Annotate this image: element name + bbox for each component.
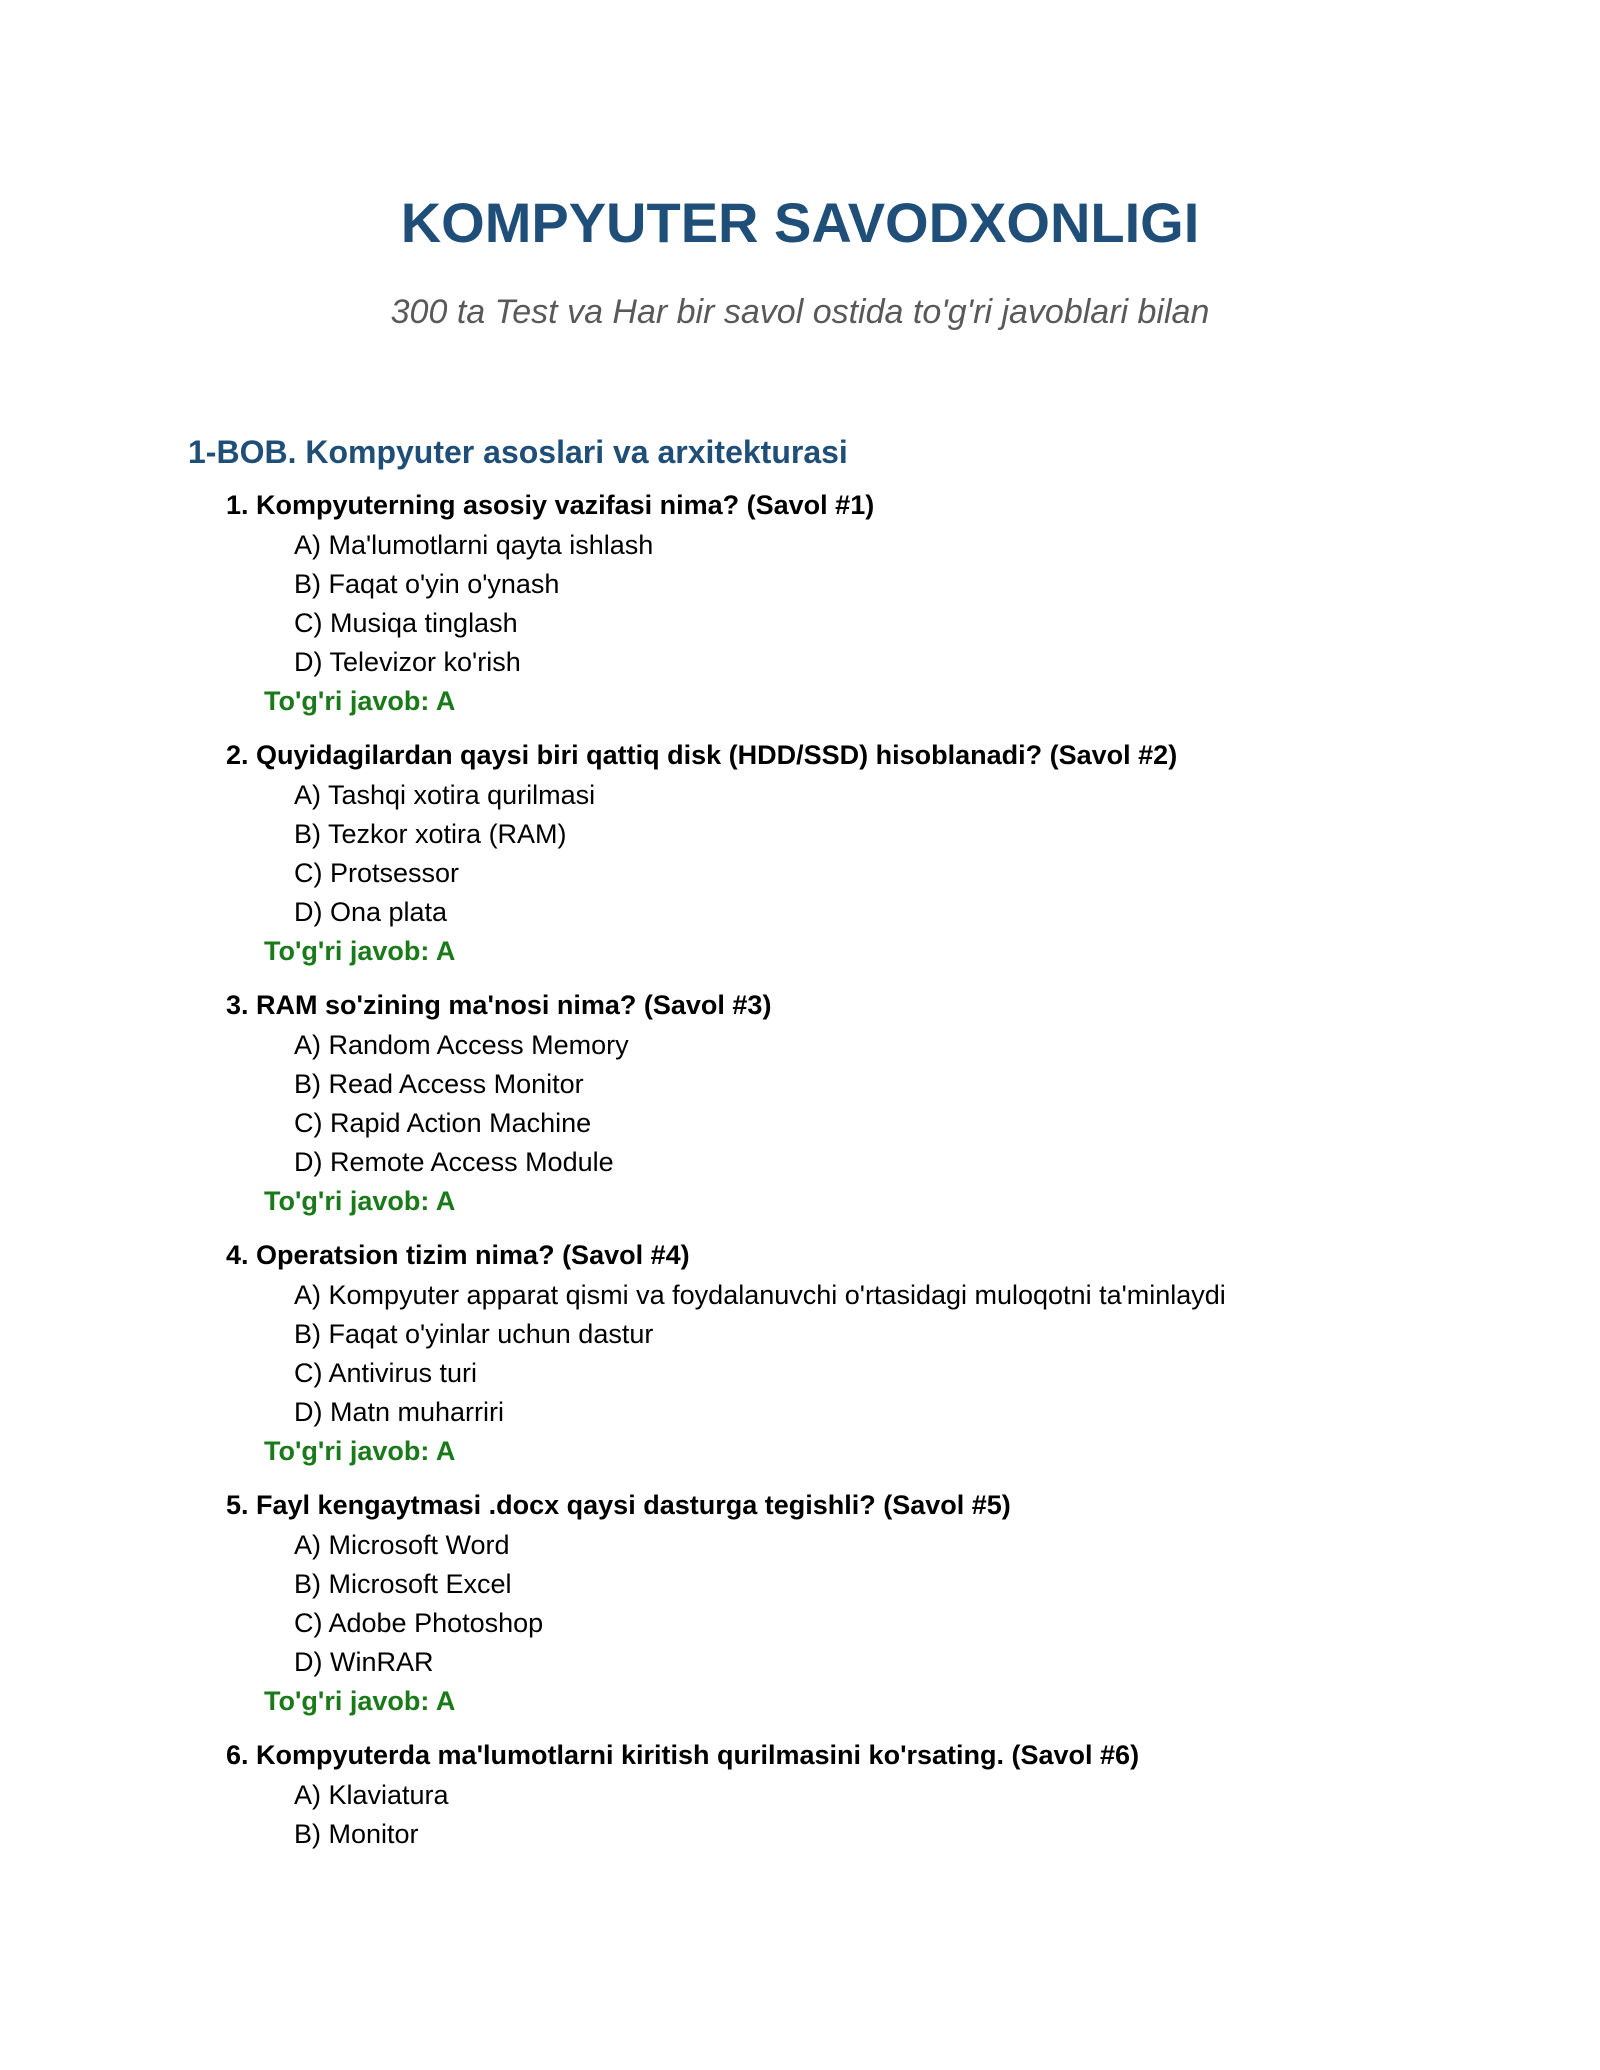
option-a: A) Klaviatura [294,1780,449,1810]
option-d: D) Televizor ko'rish [294,647,521,677]
correct-answer: To'g'ri javob: A [264,1186,456,1216]
option-d: D) Remote Access Module [294,1147,614,1177]
chapter-heading: 1-BOB. Kompyuter asoslari va arxitekturasi [188,434,848,470]
question-text: 1. Kompyuterning asosiy vazifasi nima? (Savol #1) [226,490,875,520]
option-c: C) Adobe Photoshop [294,1608,544,1638]
option-d: D) Matn muharriri [294,1397,505,1427]
option-c: C) Antivirus turi [294,1358,478,1388]
option-a: A) Microsoft Word [294,1530,510,1560]
option-a: A) Kompyuter apparat qismi va foydalanuvchi o'rtasidagi muloqotni ta'minlaydi [294,1280,1226,1310]
question-text: 4. Operatsion tizim nima? (Savol #4) [226,1240,690,1270]
question-text: 2. Quyidagilardan qaysi biri qattiq disk (HDD/SSD) hisoblanadi? (Savol #2) [226,740,1178,770]
option-a: A) Tashqi xotira qurilmasi [294,780,596,810]
option-b: B) Faqat o'yinlar uchun dastur [294,1319,654,1349]
question-5 [188,1484,1488,1721]
option-c: C) Rapid Action Machine [294,1108,592,1138]
question-4 [188,1234,1488,1471]
option-b: B) Monitor [294,1819,419,1849]
document-title: KOMPYUTER SAVODXONLIGI [400,191,1200,254]
correct-answer: To'g'ri javob: A [264,686,456,716]
option-d: D) WinRAR [294,1647,434,1677]
question-1 [188,484,1488,721]
correct-answer: To'g'ri javob: A [264,1436,456,1466]
option-a: A) Random Access Memory [294,1030,629,1060]
option-a: A) Ma'lumotlarni qayta ishlash [294,530,654,560]
option-b: B) Tezkor xotira (RAM) [294,819,567,849]
option-d: D) Ona plata [294,897,448,927]
question-text: 5. Fayl kengaytmasi .docx qaysi dasturga tegishli? (Savol #5) [226,1490,1011,1520]
correct-answer: To'g'ri javob: A [264,1686,456,1716]
question-3 [188,984,1488,1221]
chapter-section [188,428,1488,1854]
question-text: 6. Kompyuterda ma'lumotlarni kiritish qurilmasini ko'rsating. (Savol #6) [226,1740,1140,1770]
document-subtitle: 300 ta Test va Har bir savol ostida to'g'ri javoblari bilan [390,293,1210,331]
question-text: 3. RAM so'zining ma'nosi nima? (Savol #3) [226,990,772,1020]
option-c: C) Protsessor [294,858,460,888]
option-b: B) Microsoft Excel [294,1569,512,1599]
question-2 [188,734,1488,971]
correct-answer: To'g'ri javob: A [264,936,456,966]
option-b: B) Faqat o'yin o'ynash [294,569,560,599]
option-c: C) Musiqa tinglash [294,608,518,638]
option-b: B) Read Access Monitor [294,1069,584,1099]
question-6 [188,1734,1488,1854]
